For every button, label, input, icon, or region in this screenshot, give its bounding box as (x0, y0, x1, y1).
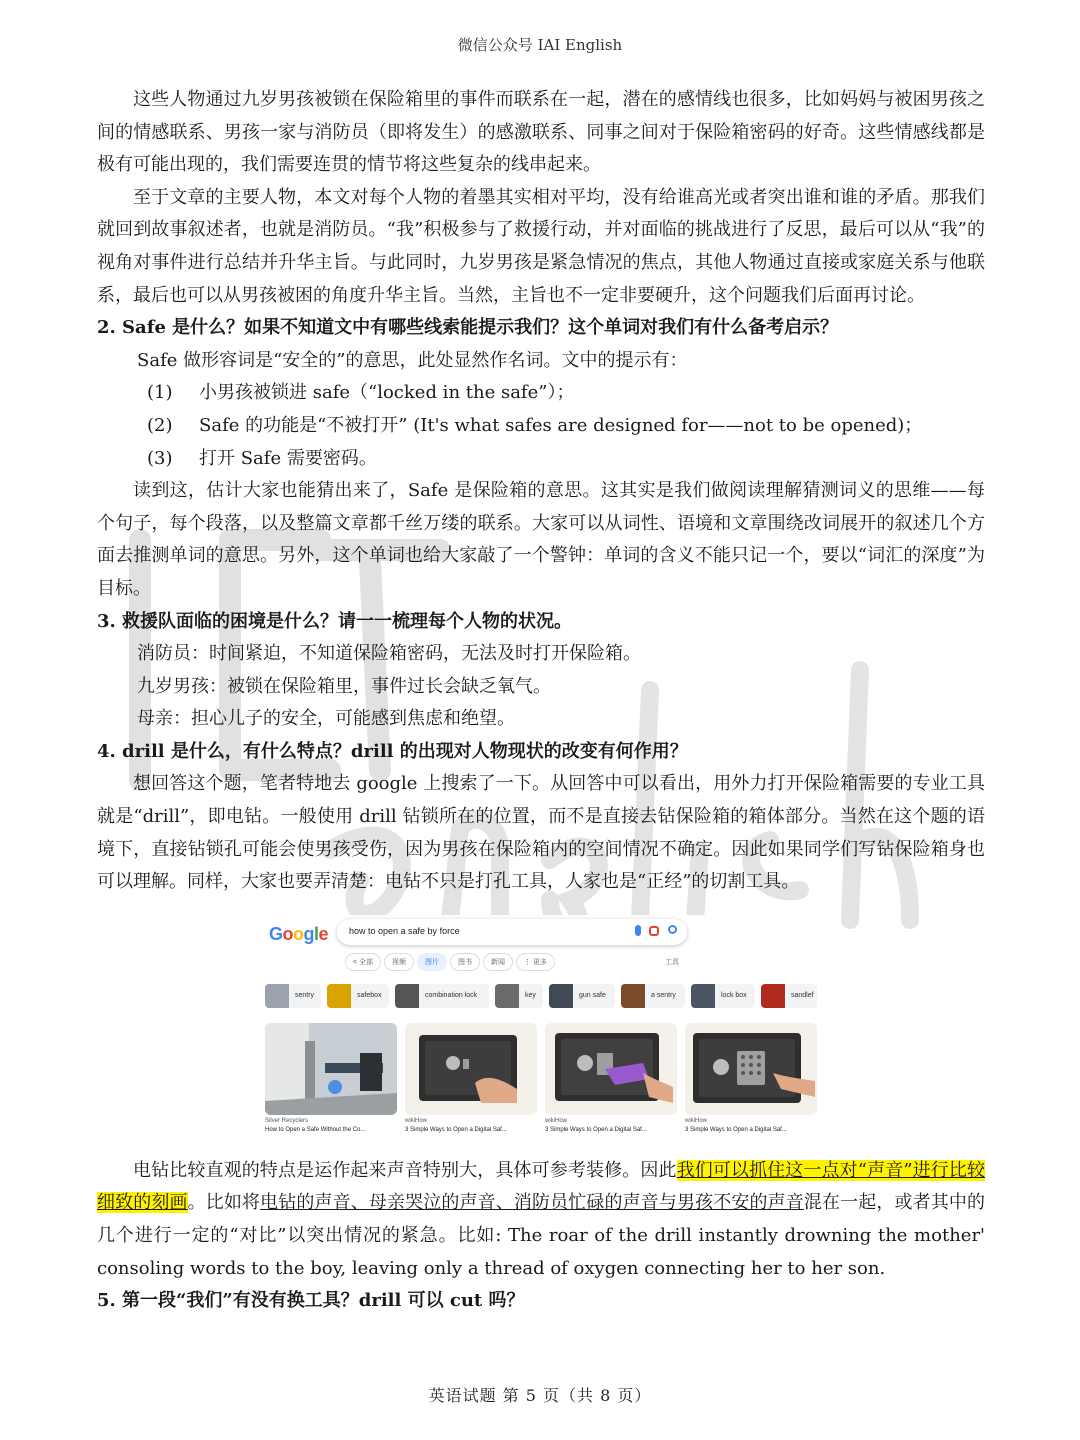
question-heading: 2. Safe 是什么？如果不知道文中有哪些线索能提示我们？这个单词对我们有什么备考启示？ (97, 317, 839, 339)
list-number: (3) (147, 447, 173, 469)
question-heading: 3. 救援队面临的困境是什么？请一一梳理每个人物的状况。 (97, 610, 573, 632)
image-results (265, 1023, 817, 1141)
image-result[interactable] (405, 1023, 537, 1141)
chip[interactable]: lock box (691, 984, 755, 1008)
result-title[interactable]: 3 Simple Ways to Open a Digital Saf... (685, 1126, 787, 1133)
list-item (97, 410, 985, 443)
chip-thumbnail (265, 984, 289, 1008)
tools-button[interactable]: 工具 (665, 958, 679, 966)
search-icon[interactable] (668, 925, 677, 934)
result-title[interactable]: How to Open a Safe Without the Co... (265, 1126, 366, 1133)
list-number: (2) (147, 414, 173, 436)
lens-icon[interactable] (649, 926, 659, 936)
list-text: 打开 Safe 需要密码。 (199, 447, 377, 469)
list-item (97, 377, 985, 410)
chip[interactable]: gun safe (549, 984, 615, 1008)
chip-thumbnail (621, 984, 645, 1008)
chip[interactable]: a sentry (621, 984, 685, 1008)
question-heading: 4. drill 是什么，有什么特点？drill 的出现对人物现状的改变有何作用？ (97, 740, 688, 762)
character-status: 消防员：时间紧迫，不知道保险箱密码，无法及时打开保险箱。 (137, 643, 641, 665)
chip[interactable]: combination lock (395, 984, 489, 1008)
chip[interactable]: sentry (265, 984, 321, 1008)
result-title[interactable]: 3 Simple Ways to Open a Digital Saf... (545, 1126, 647, 1133)
underlined-text: 电钻的声音、母亲哭泣的声音、消防员忙碌的声音与男孩不安的声音 (260, 1192, 804, 1214)
result-source: wikiHow (545, 1117, 568, 1124)
tab-videos[interactable]: 视频 (384, 953, 414, 971)
paragraph: 这些人物通过九岁男孩被锁在保险箱里的事件而联系在一起，潜在的感情线也很多，比如妈妈与被困男孩之间的情感联系、男孩一家与消防员（即将发生）的感激联系、同事之间对于保险箱密码的好奇。这些情感线都是极有可能出现的，我们需要连贯的情节将这些复杂的线串起来。 (97, 89, 985, 176)
image-result[interactable] (265, 1023, 397, 1141)
chip-thumbnail (691, 984, 715, 1008)
result-image (685, 1023, 817, 1115)
image-result[interactable] (685, 1023, 817, 1141)
paragraph: 至于文章的主要人物，本文对每个人物的着墨其实相对平均，没有给谁高光或者突出谁和谁的矛盾。那我们就回到故事叙述者，也就是消防员。“我”积极参与了救援行动，并对面临的挑战进行了反思，最后可以从“我”的视角对事件进行总结并升华主旨。与此同时，九岁男孩是紧急情况的焦点，其他人物通过直接或家庭关系与他联系，最后也可以从男孩被困的角度升华主旨。当然，主旨也不一定非要硬升，这个问题我们后面再讨论。 (97, 186, 985, 306)
highlighted-text: 我们可以抓住这一点对“声音”进行比较细致的刻画 (97, 1159, 986, 1214)
paragraph: 想回答这个题，笔者特地去 google 上搜索了一下。从回答中可以看出，用外力打开保险箱需要的专业工具就是“drill”，即电钻。一般使用 drill 钻锁所在的位置，而不是直接去钻保险箱的箱体部分。当然在这个题的语境下，直接钻锁孔可能会使男孩受伤，因为男孩在保险箱内的空间情况不确定。因此如果同学们写钻保险箱身也可以理解。同样，大家也要弄清楚：电钻不只是打孔工具，人家也是“正经”的切割工具。 (97, 773, 985, 893)
result-image (405, 1023, 537, 1115)
search-query: how to open a safe by force (349, 925, 460, 936)
list-text: 小男孩被锁进 safe（“locked in the safe”）； (199, 382, 575, 404)
page-header: 微信公众号 IAI English (457, 36, 623, 54)
answer-intro: Safe 做形容词是“安全的”的意思，此处显然作名词。文中的提示有： (137, 349, 688, 371)
chip[interactable]: key (495, 984, 543, 1008)
chip-thumbnail (327, 984, 351, 1008)
result-source: wikiHow (405, 1117, 428, 1124)
image-result[interactable] (545, 1023, 677, 1141)
google-logo: Google (269, 923, 329, 944)
list-text: Safe 的功能是“不被打开” (It's what safes are designed for——not to be opened)； (199, 414, 923, 436)
list-item (97, 443, 985, 476)
tab-images[interactable]: 图片 (417, 953, 447, 971)
related-chips (265, 984, 817, 1010)
tab-all[interactable]: < 全部 (345, 953, 381, 971)
tab-news[interactable]: 新闻 (483, 953, 513, 971)
document-body (97, 84, 985, 1318)
search-tabs (345, 953, 558, 971)
tab-books[interactable]: 图书 (450, 953, 480, 971)
search-box[interactable] (337, 919, 687, 945)
chip[interactable]: safebox (327, 984, 389, 1008)
result-source: wikiHow (685, 1117, 708, 1124)
chip-thumbnail (395, 984, 419, 1008)
list-number: (1) (147, 382, 173, 404)
chip-thumbnail (761, 984, 785, 1008)
google-search-screenshot (265, 915, 817, 1141)
question-heading: 5. 第一段“我们”有没有换工具？drill 可以 cut 吗？ (97, 1290, 525, 1312)
result-title[interactable]: 3 Simple Ways to Open a Digital Saf... (405, 1126, 507, 1133)
clue-list (97, 377, 985, 475)
character-status: 母亲：担心儿子的安全，可能感到焦虑和绝望。 (137, 708, 515, 730)
result-image (545, 1023, 677, 1115)
tab-more[interactable]: ⋮ 更多 (516, 953, 555, 971)
result-source: Silver Recyclers (265, 1117, 309, 1124)
microphone-icon[interactable] (635, 925, 641, 936)
chip-thumbnail (549, 984, 573, 1008)
paragraph: 读到这，估计大家也能猜出来了，Safe 是保险箱的意思。这其实是我们做阅读理解猜测词义的思维——每个句子，每个段落，以及整篇文章都千丝万缕的联系。大家可以从词性、语境和文章围绕改词展开的叙述几个方面去推测单词的意思。另外，这个单词也给大家敲了一个警钟：单词的含义不能只记一个，要以“词汇的深度”为目标。 (97, 480, 985, 599)
result-image (265, 1023, 397, 1115)
character-status: 九岁男孩：被锁在保险箱里，事件过长会缺乏氧气。 (137, 675, 551, 697)
paragraph-drill-sound: 电钻比较直观的特点是运作起来声音特别大，具体可参考装修。因此我们可以抓住这一点对“声音”进行比较细致的刻画。比如将电钻的声音、母亲哭泣的声音、消防员忙碌的声音与男孩不安的声音混在一起，或者其中的几个进行一定的“对比”以突出情况的紧急。比如: The roar of the drill instantly drowning the mother' consoling words to the boy, leaving only a thread of oxygen connecting her to her son. (97, 1159, 986, 1279)
page-footer: 英语试题 第 5 页（共 8 页） (428, 1386, 652, 1405)
chip-thumbnail (495, 984, 519, 1008)
chip[interactable]: sandlef (761, 984, 817, 1008)
